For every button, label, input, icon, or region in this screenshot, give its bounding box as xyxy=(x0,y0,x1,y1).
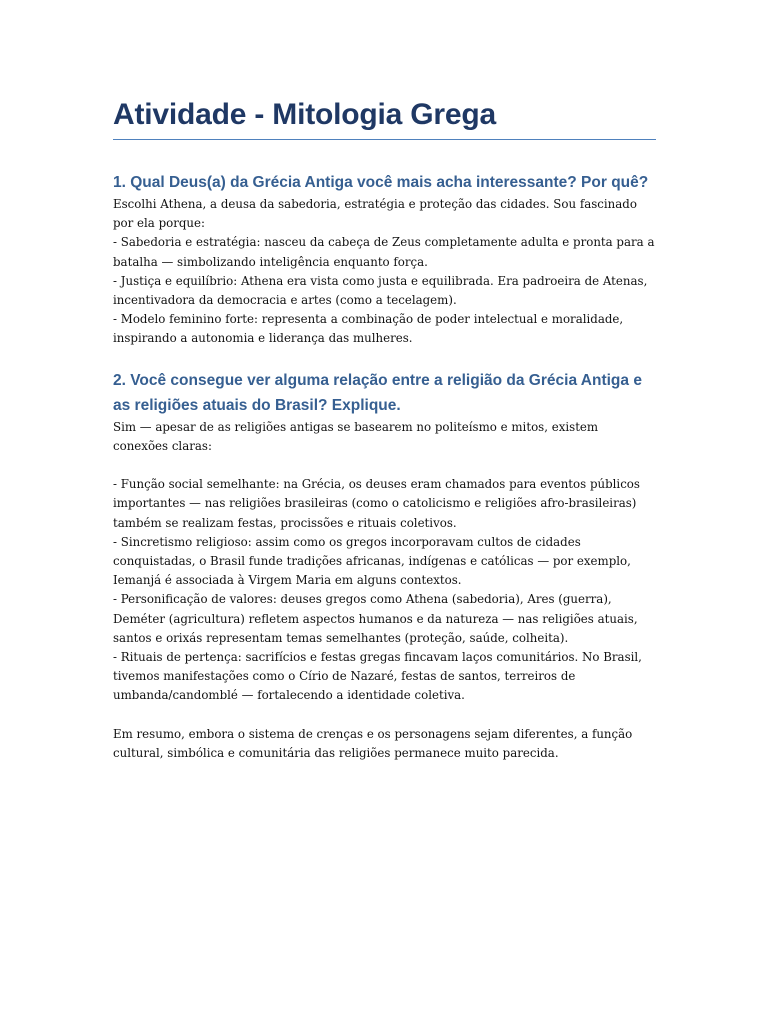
answer-2-item: - Personificação de valores: deuses gregos como Athena (sabedoria), Ares (guerra), Deméter (agricultura) refletem aspectos humanos e da natureza — nas religiões atuais, santos e orixás representam temas semelhantes (proteção, saúde, colheita). xyxy=(113,592,638,645)
answer-1-intro: Escolhi Athena, a deusa da sabedoria, estratégia e proteção das cidades. Sou fascinado por ela porque: xyxy=(113,197,637,231)
document-page xyxy=(113,96,656,763)
answer-2-item: - Rituais de pertença: sacrifícios e festas gregas fincavam laços comunitários. No Brasil, tivemos manifestações como o Círio de Nazaré, festas de santos, terreiros de umbanda/candomblé — fortalecendo a identidade coletiva. xyxy=(113,650,642,703)
question-1-heading: 1. Qual Deus(a) da Grécia Antiga você mais acha interessante? Por quê? xyxy=(113,174,649,191)
document-title: Atividade - Mitologia Grega xyxy=(113,96,656,140)
answer-1-item: - Modelo feminino forte: representa a combinação de poder intelectual e moralidade, inspirando a autonomia e liderança das mulheres. xyxy=(113,312,624,346)
question-2-answer xyxy=(113,418,656,764)
paragraph-spacer xyxy=(113,456,656,475)
question-2-heading: 2. Você consegue ver alguma relação entre a religião da Grécia Antiga e as religiões atuais do Brasil? Explique. xyxy=(113,371,642,414)
answer-1-item: - Justiça e equilíbrio: Athena era vista como justa e equilibrada. Era padroeira de Atenas, incentivadora da democracia e artes (como a tecelagem). xyxy=(113,273,648,308)
answer-2-item: - Função social semelhante: na Grécia, os deuses eram chamados para eventos públicos importantes — nas religiões brasileiras (como o catolicismo e religiões afro-brasileiras) também se realizam festas, procissões e rituais coletivos. xyxy=(113,477,640,530)
answer-2-conclusion: Em resumo, embora o sistema de crenças e os personagens sejam diferentes, a função cultural, simbólica e comunitária das religiões permanece muito parecida. xyxy=(113,726,633,761)
question-1-answer xyxy=(113,195,656,349)
paragraph-spacer xyxy=(113,706,656,725)
answer-1-item: - Sabedoria e estratégia: nasceu da cabeça de Zeus completamente adulta e pronta para a batalha — simbolizando inteligência enquanto força. xyxy=(113,235,655,269)
answer-2-item: - Sincretismo religioso: assim como os gregos incorporavam cultos de cidades conquistadas, o Brasil funde tradições africanas, indígenas e católicas — por exemplo, Iemanjá é associada à Virgem Maria em alguns contextos. xyxy=(113,534,631,588)
answer-2-intro: Sim — apesar de as religiões antigas se basearem no politeísmo e mitos, existem conexões claras: xyxy=(113,419,599,453)
